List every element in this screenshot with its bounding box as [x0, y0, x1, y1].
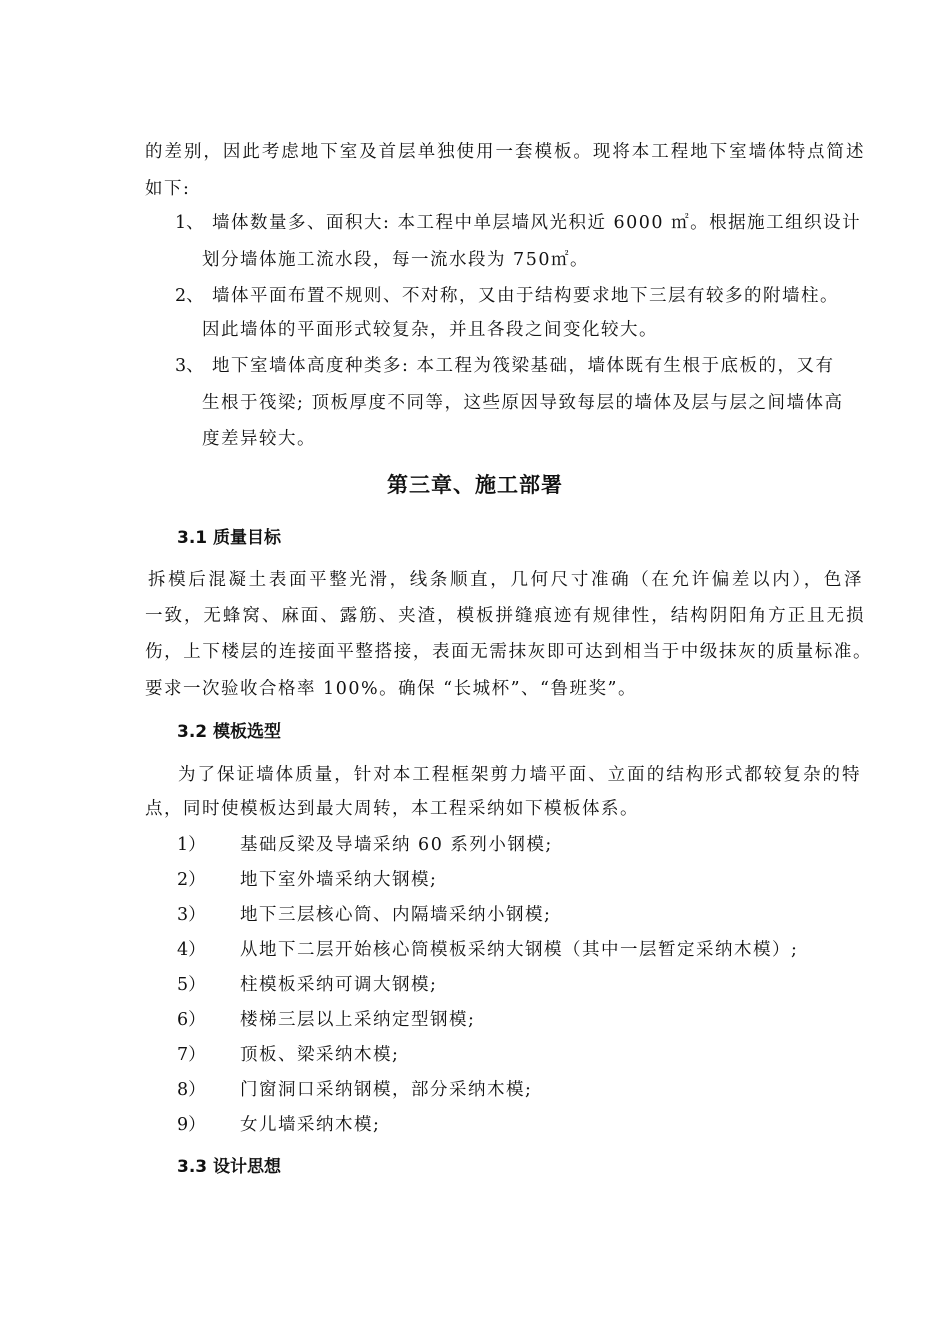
formwork-item-1-number: 1） [177, 835, 206, 855]
formwork-item-2-number: 2） [177, 870, 206, 890]
formwork-item-7-number: 7） [177, 1045, 206, 1065]
feature-1-line-2: 划分墙体施工流水段，每一流水段为 750㎡。 [202, 250, 589, 270]
formwork-item-1-text: 基础反梁及导墙采纳 60 系列小钢模; [240, 835, 553, 855]
quality-line-3: 伤，上下楼层的连接面平整搭接，表面无需抹灰即可达到相当于中级抹灰的质量标准。 [145, 642, 872, 662]
formwork-item-9-text: 女儿墙采纳木模; [240, 1115, 381, 1135]
formwork-item-4-text: 从地下二层开始核心筒模板采纳大钢模（其中一层暂定采纳木模）; [240, 940, 799, 960]
feature-3-line-2: 生根于筏梁; 顶板厚度不同等，这些原因导致每层的墙体及层与层之间墙体高 [202, 393, 844, 413]
formwork-item-5-text: 柱模板采纳可调大钢模; [240, 975, 438, 995]
quality-line-2: 一致，无蜂窝、麻面、露筋、夹渣，模板拼缝痕迹有规律性，结构阴阳角方正且无损 [145, 606, 865, 626]
section-3-1-heading: 3.1 质量目标 [177, 528, 282, 548]
feature-1-line-1: 墙体数量多、面积大: 本工程中单层墙风光积近 6000 ㎡。根据施工组织设计 [212, 213, 862, 233]
feature-3-line-3: 度差异较大。 [202, 429, 316, 449]
formwork-intro-line-2: 点，同时使模板达到最大周转，本工程采纳如下模板体系。 [145, 799, 639, 819]
formwork-item-9-number: 9） [177, 1115, 206, 1135]
formwork-item-6-number: 6） [177, 1010, 206, 1030]
formwork-item-3-number: 3） [177, 905, 206, 925]
quality-line-1: 拆模后混凝土表面平整光滑，线条顺直，几何尺寸准确（在允许偏差以内），色泽 [148, 570, 863, 590]
formwork-item-8-number: 8） [177, 1080, 206, 1100]
intro-line-2: 如下: [145, 179, 191, 199]
feature-3-line-1: 地下室墙体高度种类多: 本工程为筏梁基础，墙体既有生根于底板的，又有 [212, 356, 835, 376]
feature-1-number: 1、 [175, 213, 204, 233]
chapter-title: 第三章、施工部署 [387, 473, 563, 497]
formwork-item-4-number: 4） [177, 940, 206, 960]
formwork-intro-line-1: 为了保证墙体质量，针对本工程框架剪力墙平面、立面的结构形式都较复杂的特 [178, 765, 861, 785]
formwork-item-6-text: 楼梯三层以上采纳定型钢模; [240, 1010, 476, 1030]
section-3-2-heading: 3.2 模板选型 [177, 722, 282, 742]
formwork-item-5-number: 5） [177, 975, 206, 995]
formwork-item-8-text: 门窗洞口采纳钢模，部分采纳木模; [240, 1080, 533, 1100]
feature-3-number: 3、 [175, 356, 204, 376]
feature-2-line-2: 因此墙体的平面形式较复杂，并且各段之间变化较大。 [202, 320, 658, 340]
formwork-item-3-text: 地下三层核心筒、内隔墙采纳小钢模; [240, 905, 552, 925]
feature-2-number: 2、 [175, 286, 204, 306]
feature-2-line-1: 墙体平面布置不规则、不对称，又由于结构要求地下三层有较多的附墙柱。 [212, 286, 839, 306]
quality-line-4: 要求一次验收合格率 100%。确保 “长城杯”、“鲁班奖”。 [145, 679, 637, 699]
intro-line-1: 的差别，因此考虑地下室及首层单独使用一套模板。现将本工程地下室墙体特点简述 [145, 142, 865, 162]
formwork-item-7-text: 顶板、梁采纳木模; [240, 1045, 400, 1065]
section-3-3-heading: 3.3 设计思想 [177, 1157, 282, 1177]
formwork-item-2-text: 地下室外墙采纳大钢模; [240, 870, 438, 890]
